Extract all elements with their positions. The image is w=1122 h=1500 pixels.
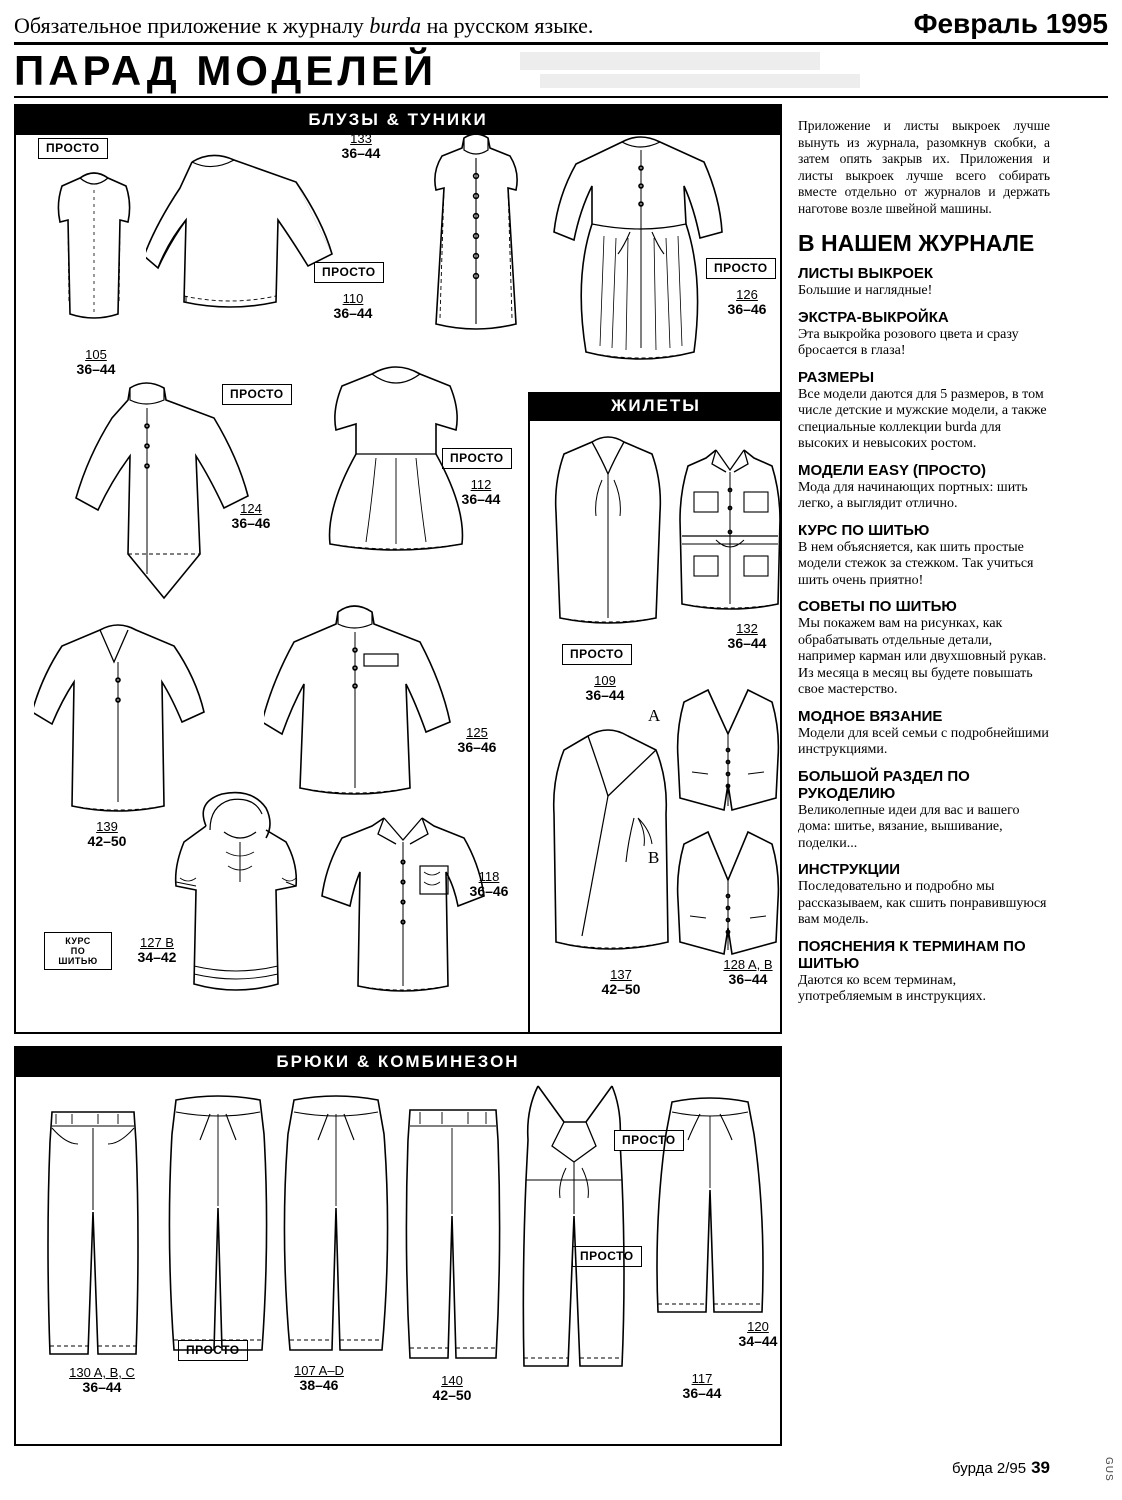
model-size: 36–44 bbox=[341, 145, 381, 161]
figure-132 bbox=[672, 436, 792, 626]
model-number: 105 bbox=[85, 347, 107, 362]
rc-item-text: Мы покажем вам на рисунках, как обрабатывать отдельные детали, например карман или двухшовный рукав. Из месяца в месяц вы будете повышать свое мастерство. bbox=[798, 616, 1047, 697]
figure-125 bbox=[264, 592, 464, 812]
page-title: ПАРАД МОДЕЛЕЙ bbox=[14, 47, 438, 94]
letter-b-128: B bbox=[648, 848, 660, 867]
model-size: 36–44 bbox=[727, 635, 767, 651]
rc-item bbox=[798, 598, 1050, 699]
course-line-1: КУРС bbox=[65, 936, 91, 946]
title-rule bbox=[14, 96, 1108, 98]
rc-item-text: Даются ко всем терминам, употребляемым в инструкциях. bbox=[798, 972, 986, 1004]
caption-110 bbox=[308, 292, 398, 320]
caption-132 bbox=[702, 622, 792, 650]
model-number: 120 bbox=[747, 1319, 769, 1334]
tag-easy-107: ПРОСТО bbox=[178, 1340, 248, 1361]
scan-smudge bbox=[520, 52, 820, 70]
model-number: 110 bbox=[342, 291, 364, 306]
rc-item-text: В нем объясняется, как шить простые модели стежок за стежком. Так учиться шить очень приятно! bbox=[798, 539, 1034, 588]
model-size: 36–46 bbox=[457, 739, 497, 755]
section-vests-title: ЖИЛЕТЫ bbox=[530, 392, 782, 421]
model-size: 36–44 bbox=[461, 491, 501, 507]
figure-128b bbox=[668, 822, 788, 962]
rc-item bbox=[798, 462, 1050, 513]
rc-item-title: ЛИСТЫ ВЫКРОЕК bbox=[798, 265, 934, 282]
caption-130 bbox=[32, 1366, 172, 1394]
figure-109 bbox=[544, 430, 674, 640]
caption-137 bbox=[576, 968, 666, 996]
caption-140 bbox=[402, 1374, 502, 1402]
tag-course-127b bbox=[44, 932, 112, 970]
letter-a-128: A bbox=[648, 706, 661, 725]
rc-item bbox=[798, 522, 1050, 590]
tag-easy-120: ПРОСТО bbox=[614, 1130, 684, 1151]
brand-burda: burda bbox=[369, 13, 422, 38]
footer bbox=[952, 1458, 1050, 1478]
model-size: 36–44 bbox=[728, 971, 768, 987]
course-line-2: ПО bbox=[70, 946, 86, 956]
figure-140 bbox=[398, 1100, 508, 1368]
model-size: 42–50 bbox=[87, 833, 127, 849]
header-rule bbox=[14, 42, 1108, 45]
figure-126 bbox=[544, 128, 734, 368]
right-column-heading: В НАШЕМ ЖУРНАЛЕ bbox=[798, 230, 1035, 256]
footer-issue: бурда 2/95 bbox=[952, 1460, 1027, 1477]
tag-easy-126: ПРОСТО bbox=[706, 258, 776, 279]
model-number: 137 bbox=[610, 967, 632, 982]
issue-date: Февраль 1995 bbox=[913, 8, 1108, 39]
rc-item-title: КУРС ПО ШИТЬЮ bbox=[798, 521, 930, 539]
section-blouses-title: БЛУЗЫ & ТУНИКИ bbox=[16, 106, 780, 135]
model-size: 42–50 bbox=[432, 1387, 472, 1403]
caption-105 bbox=[36, 348, 156, 376]
intro-paragraph: Приложение и листы выкроек лучше вынуть из журнала, разомкнув скобки, а затем опять закрыв их. Приложения и листы выкроек лучше всего собирать вместе отдельно от журналов и держать наготове возле швейной машины. bbox=[798, 118, 1050, 216]
figure-110 bbox=[416, 128, 536, 343]
rc-item-title: ПОЯСНЕНИЯ К ТЕРМИНАМ ПО ШИТЬЮ bbox=[798, 937, 1026, 972]
tagline-before: Обязательное приложение к журналу bbox=[14, 13, 370, 38]
model-number: 118 bbox=[478, 869, 500, 884]
model-number: 112 bbox=[470, 477, 492, 492]
tag-easy-105: ПРОСТО bbox=[38, 138, 108, 159]
rc-item-text: Мода для начинающих портных: шить легко, а выглядит отлично. bbox=[798, 479, 1028, 511]
rc-item-text: Эта выкройка розового цвета и сразу бросается в глаза! bbox=[798, 326, 1019, 358]
figure-105 bbox=[34, 164, 154, 344]
masthead-tagline bbox=[14, 13, 593, 39]
rc-item-title: МОДЕЛИ EASY (ПРОСТО) bbox=[798, 461, 987, 479]
model-size: 36–46 bbox=[727, 301, 767, 317]
model-number: 132 bbox=[736, 621, 758, 636]
tag-easy-117: ПРОСТО bbox=[572, 1246, 642, 1267]
model-size: 36–46 bbox=[469, 883, 509, 899]
figure-118 bbox=[316, 800, 491, 1005]
rc-item bbox=[798, 861, 1050, 929]
model-number: 117 bbox=[691, 1371, 713, 1386]
section-vests bbox=[530, 392, 782, 421]
scan-smudge bbox=[540, 74, 860, 88]
model-number: 127 B bbox=[140, 935, 174, 950]
section-trousers bbox=[14, 1046, 782, 1446]
rc-item-text: Великолепные идеи для вас и вашего дома: шитье, вязание, вышивание, поделки... bbox=[798, 802, 1020, 851]
figure-130 bbox=[38, 1102, 148, 1364]
side-code: GUS bbox=[1103, 1457, 1114, 1482]
model-number: 130 A, B, C bbox=[69, 1365, 135, 1380]
model-size: 36–44 bbox=[333, 305, 373, 321]
figure-120 bbox=[650, 1090, 770, 1320]
model-size: 34–44 bbox=[738, 1333, 778, 1349]
figure-117 bbox=[508, 1076, 638, 1376]
tag-easy-109: ПРОСТО bbox=[562, 644, 632, 665]
rc-item bbox=[798, 938, 1050, 1006]
model-size: 36–44 bbox=[76, 361, 116, 377]
course-line-3: ШИТЬЮ bbox=[58, 956, 98, 966]
section-trousers-title: БРЮКИ & КОМБИНЕЗОН bbox=[16, 1048, 780, 1077]
right-column bbox=[798, 118, 1050, 1006]
model-size: 36–46 bbox=[231, 515, 271, 531]
rc-item-title: МОДНОЕ ВЯЗАНИЕ bbox=[798, 707, 943, 725]
caption-107 bbox=[264, 1364, 374, 1392]
model-size: 38–46 bbox=[299, 1377, 339, 1393]
figure-124 bbox=[34, 374, 279, 609]
figure-112 bbox=[316, 358, 476, 558]
masthead bbox=[14, 8, 1108, 40]
model-number: 107 A–D bbox=[294, 1363, 344, 1378]
figure-127b bbox=[166, 786, 321, 1016]
tagline-after: на русском языке. bbox=[421, 13, 594, 38]
rc-item bbox=[798, 309, 1050, 360]
footer-page-number: 39 bbox=[1031, 1458, 1050, 1477]
model-number: 133 bbox=[350, 131, 372, 146]
model-size: 36–44 bbox=[682, 1385, 722, 1401]
rc-item-text: Все модели даются для 5 размеров, в том числе детские и мужские модели, а также специальные коллекции burda для высоких и невысоких ростом. bbox=[798, 386, 1047, 451]
rc-item-title: БОЛЬШОЙ РАЗДЕЛ ПО РУКОДЕЛИЮ bbox=[798, 767, 970, 802]
tag-easy-124: ПРОСТО bbox=[222, 384, 292, 405]
model-number: 126 bbox=[736, 287, 758, 302]
caption-128 bbox=[698, 958, 798, 986]
model-number: 124 bbox=[240, 501, 262, 516]
model-number: 109 bbox=[594, 673, 616, 688]
rc-item-text: Большие и наглядные! bbox=[798, 283, 933, 298]
caption-139 bbox=[62, 820, 152, 848]
model-number: 140 bbox=[441, 1373, 463, 1388]
rc-item bbox=[798, 369, 1050, 453]
rc-item-title: РАЗМЕРЫ bbox=[798, 368, 875, 386]
model-size: 36–44 bbox=[585, 687, 625, 703]
figure-128a bbox=[668, 680, 788, 820]
figure-107a bbox=[164, 1088, 274, 1360]
panel-divider bbox=[528, 392, 530, 1032]
figure-107b bbox=[282, 1088, 392, 1360]
model-number: 125 bbox=[466, 725, 488, 740]
tag-easy-110: ПРОСТО bbox=[314, 262, 384, 283]
caption-109 bbox=[560, 674, 650, 702]
left-column bbox=[14, 104, 782, 1446]
section-blouses bbox=[14, 104, 782, 1034]
model-size: 36–44 bbox=[82, 1379, 122, 1395]
rc-item-title: ИНСТРУКЦИИ bbox=[798, 861, 901, 878]
model-number: 139 bbox=[96, 819, 118, 834]
rc-item bbox=[798, 708, 1050, 759]
caption-117 bbox=[652, 1372, 752, 1400]
model-size: 42–50 bbox=[601, 981, 641, 997]
rc-item-text: Последовательно и подробно мы рассказываем, как сшить понравившуюся вам модель. bbox=[798, 879, 1047, 927]
rc-item bbox=[798, 265, 1050, 300]
caption-120 bbox=[708, 1320, 808, 1348]
model-size: 34–42 bbox=[137, 949, 177, 965]
rc-item-text: Модели для всей семьи с подробнейшими инструкциями. bbox=[798, 725, 1049, 757]
rc-item-title: СОВЕТЫ ПО ШИТЬЮ bbox=[798, 598, 957, 615]
rc-item bbox=[798, 768, 1050, 853]
figure-137 bbox=[542, 722, 682, 967]
rc-item-title: ЭКСТРА-ВЫКРОЙКА bbox=[798, 308, 949, 326]
model-number: 128 A, B bbox=[723, 957, 773, 972]
tag-easy-112: ПРОСТО bbox=[442, 448, 512, 469]
